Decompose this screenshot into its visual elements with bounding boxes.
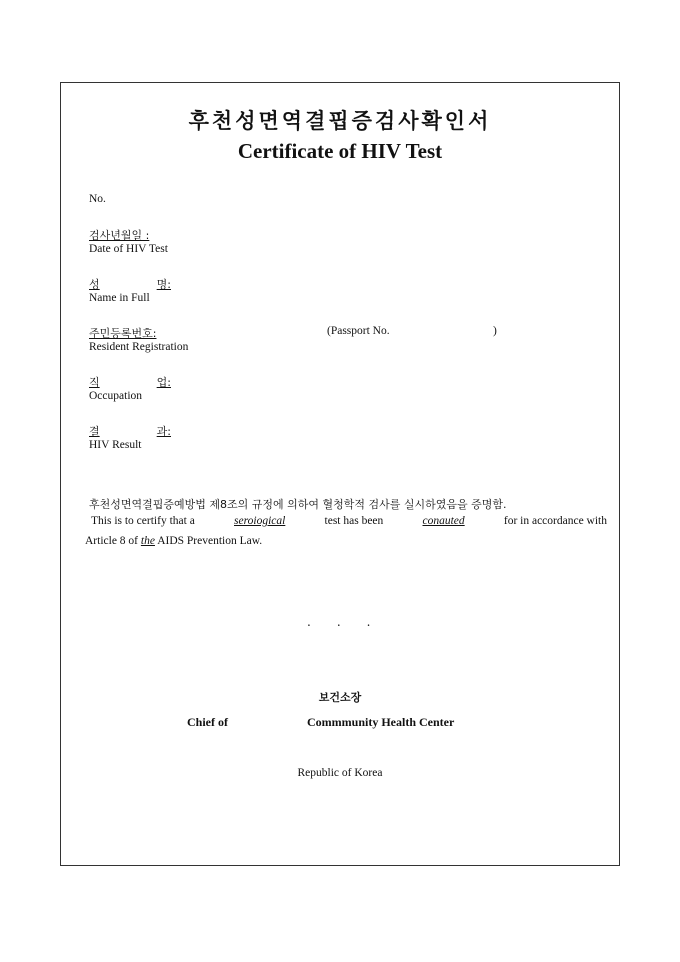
certificate-frame (60, 82, 620, 866)
signature-korean: 보건소장 (318, 691, 362, 704)
stmt-en-conauted: conauted (422, 515, 465, 527)
stmt-en-part-e: for in accordance with (503, 515, 607, 527)
field-occupation-ko (89, 374, 171, 390)
date-placeholder-dots: ... (307, 615, 397, 629)
field-test-date-ko: 검사년월일 : (89, 229, 150, 242)
stmt-en-part-a: This is to certify that a (91, 515, 195, 527)
field-passport-label: (Passport No. (327, 325, 390, 337)
field-result-ko-a: 결 (89, 425, 100, 438)
field-occupation-en: Occupation (89, 390, 143, 402)
field-test-date-en: Date of HIV Test (89, 243, 168, 255)
statement-korean: 후천성면역결핍증예방법 제8조의 규정에 의하여 혈청학적 검사를 실시하였음을 증명함. (89, 498, 507, 511)
stmt-en-law: AIDS Prevention Law. (157, 535, 263, 547)
stmt-en-article: Article 8 of (85, 535, 139, 547)
field-name-ko (89, 276, 171, 292)
field-result-ko (89, 423, 171, 439)
field-name-ko-a: 성 (89, 278, 100, 291)
title-korean: 후천성면역결핍증검사확인서 (188, 108, 492, 133)
statement-english-line1 (91, 515, 607, 527)
signature-health-center: Commmunity Health Center (307, 715, 455, 729)
stmt-en-the: the (140, 535, 155, 547)
field-result-ko-b: 과: (156, 425, 171, 438)
statement-english-line2 (85, 535, 262, 547)
country-name: Republic of Korea (297, 767, 383, 779)
field-name-ko-b: 명: (156, 278, 171, 291)
title-english: Certificate of HIV Test (237, 139, 443, 163)
stmt-en-part-c: test has been (324, 515, 384, 527)
field-no-label: No. (89, 193, 106, 205)
field-name-en: Name in Full (89, 292, 150, 304)
stmt-en-seroiogical: seroiogical (234, 515, 286, 527)
field-occupation-ko-b: 업: (156, 376, 171, 389)
field-result-en: HIV Result (89, 439, 142, 451)
field-occupation-ko-a: 직 (89, 376, 100, 389)
signature-chief-of: Chief of (187, 715, 228, 729)
field-resident-en: Resident Registration (89, 341, 189, 353)
field-resident-ko: 주민등록번호: (89, 327, 157, 340)
field-passport-close: ) (493, 325, 497, 337)
